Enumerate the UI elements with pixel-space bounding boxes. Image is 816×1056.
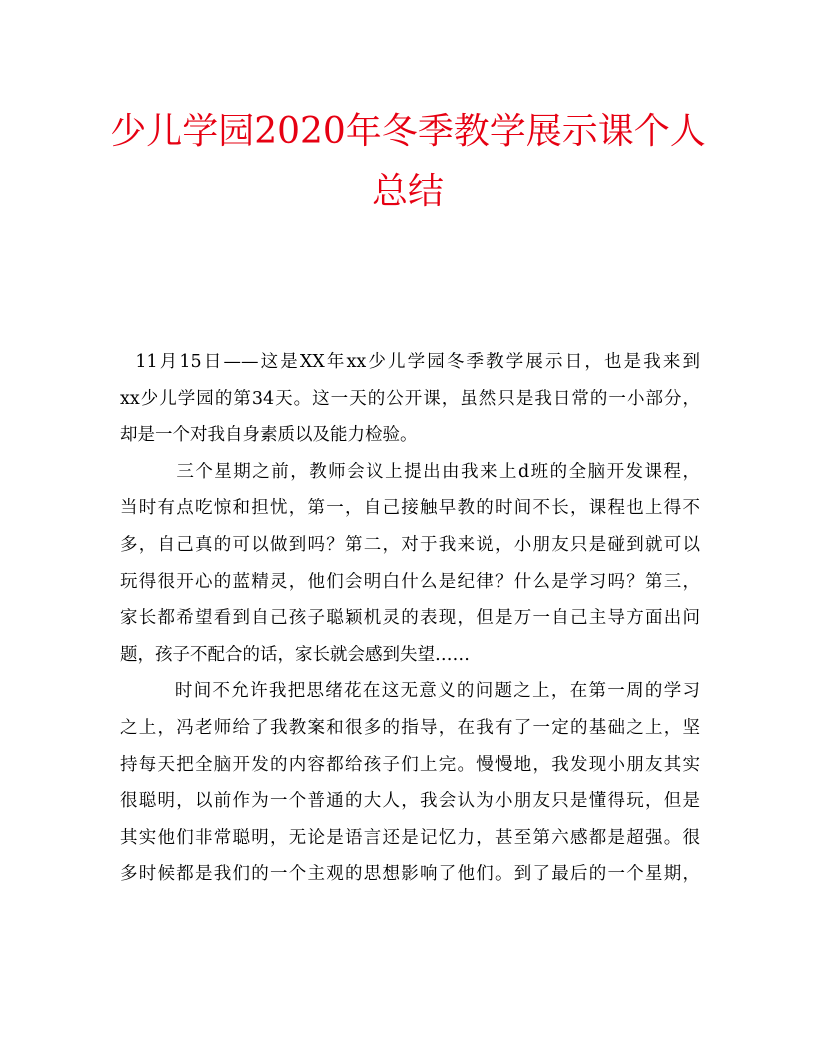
paragraph-line: 多，自己真的可以做到吗？第二，对于我来说，小朋友只是碰到就可以 — [120, 534, 700, 555]
paragraph-line: 玩得很开心的蓝精灵，他们会明白什么是纪律？什么是学习吗？第三， — [120, 571, 700, 592]
title-line-2: 总结 — [371, 171, 444, 212]
paragraph-2 — [120, 454, 700, 674]
paragraph-line: 却是一个对我自身素质以及能力检验。 — [120, 425, 418, 446]
paragraph-line: 家长都希望看到自己孩子聪颖机灵的表现，但是万一自己主导方面出问 — [120, 608, 700, 629]
paragraph-line: 当时有点吃惊和担忧，第一，自己接触早教的时间不长，课程也上得不 — [120, 498, 700, 519]
indent — [120, 352, 135, 372]
document-body — [120, 344, 700, 893]
title-line-1: 少儿学园2020年冬季教学展示课个人 — [110, 111, 706, 152]
indent — [120, 681, 175, 701]
paragraph-line: 11月15日——这是XX年xx少儿学园冬季教学展示日，也是我来到 — [120, 344, 700, 381]
paragraph-line: 三个星期之前，教师会议上提出由我来上d班的全脑开发课程， — [120, 454, 700, 491]
paragraph-line: 之上，冯老师给了我教案和很多的指导，在我有了一定的基础之上，坚 — [120, 717, 700, 738]
indent — [120, 462, 176, 482]
paragraph-line: 持每天把全脑开发的内容都给孩子们上完。慢慢地，我发现小朋友其实 — [120, 754, 700, 775]
paragraph-line: 时间不允许我把思绪花在这无意义的问题之上，在第一周的学习 — [120, 673, 700, 710]
paragraph-line: 其实他们非常聪明，无论是语言还是记忆力，甚至第六感都是超强。很 — [120, 827, 700, 848]
paragraph-3 — [120, 673, 700, 893]
paragraph-line: 题，孩子不配合的话，家长就会感到失望…… — [120, 644, 470, 665]
paragraph-line: 多时候都是我们的一个主观的思想影响了他们。到了最后的一个星期， — [120, 864, 700, 885]
paragraph-line: 很聪明，以前作为一个普通的大人，我会认为小朋友只是懂得玩，但是 — [120, 791, 700, 812]
document-title — [108, 102, 708, 222]
paragraph-line: xx少儿学园的第34天。这一天的公开课，虽然只是我日常的一小部分， — [120, 388, 700, 409]
paragraph-1 — [120, 344, 700, 454]
